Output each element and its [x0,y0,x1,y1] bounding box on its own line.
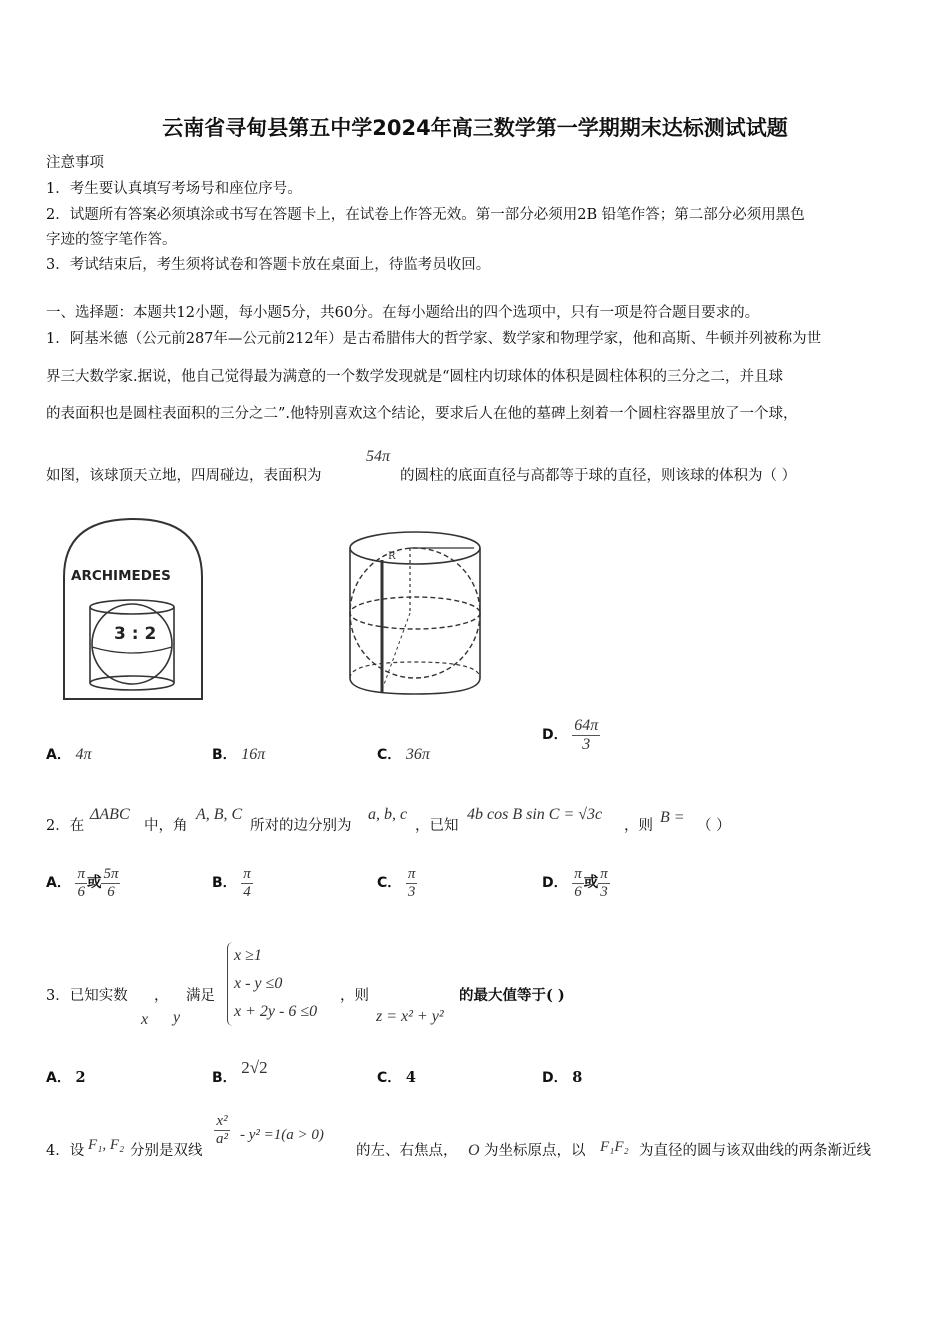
q1-option-b-value: 16π [241,746,266,763]
q2-text-1: 2．在 [46,818,85,834]
radius-label: R [388,551,396,562]
q4-hyperbola-fraction [214,1113,230,1147]
q1-option-c-value: 36π [405,746,430,763]
q3-option-c-value: 4 [405,1069,416,1086]
q1-option-b[interactable] [212,744,265,764]
q2-option-b-den: 4 [243,883,251,900]
q2-option-a-num-1: π [77,866,85,882]
q3-option-b-value: 2√2 [241,1058,268,1077]
notice-heading: 注意事项 [46,155,104,171]
q3-text-3: 满足 [186,988,215,1004]
q4-hyperbola-num: x² [214,1113,230,1131]
q2-option-d-num-2: π [600,866,608,882]
q1-option-a[interactable] [46,744,91,764]
q3-objective: z = x² + y² [376,1008,444,1025]
q3-constraints [227,942,317,1026]
q1-option-d[interactable] [542,717,600,753]
q1-area: 54π [366,448,391,465]
q1-line-4b: 的圆柱的底面直径与高都等于球的直径，则该球的体积为（ ） [400,468,797,484]
q4-text-5: 为直径的圆与该双曲线的两条渐近线 [639,1143,871,1159]
tombstone-figure [58,515,208,705]
notice-item-3: 3．考试结束后，考生须将试卷和答题卡放在桌面上，待监考员收回。 [46,257,491,273]
q2-option-c-den: 3 [407,883,416,900]
q2-option-c-num: π [407,866,416,882]
q3-option-d-label: D． [542,1070,568,1086]
q2-option-a[interactable] [46,866,120,900]
q1-option-b-label: B． [212,747,237,763]
section-heading: 一、选择题：本题共12小题，每小题5分，共60分。在每小题给出的四个选项中，只有一项是符合题目要求的。 [46,305,760,321]
q3-var-x: x [141,1011,149,1028]
q2-triangle: ΔABC [90,806,130,823]
q1-option-d-denominator: 3 [582,735,591,753]
q3-option-c-label: C． [377,1070,402,1086]
notice-item-1: 1．考生要认真填写考场号和座位序号。 [46,181,302,197]
q2-text-3: 所对的边分别为 [250,818,352,834]
q2-option-d-num-1: π [574,866,582,882]
q3-constraint-2: x - y ≤0 [234,975,283,992]
q3-option-c[interactable] [377,1067,416,1087]
q2-option-d-den-2: 3 [600,883,608,900]
tomb-inscription: ARCHIMEDES [71,568,171,584]
q1-option-a-value: 4π [75,746,92,763]
notice-item-2b: 字迹的签字笔作答。 [46,232,177,248]
q4-hyperbola-rest: - y² =1(a > 0) [240,1127,324,1143]
page-title: 云南省寻甸县第五中学2024年高三数学第一学期期末达标测试试题 [162,116,788,140]
q3-text-5: 的最大值等于( ) [459,987,565,1004]
q1-line-2: 界三大数学家.据说，他自己觉得最为满意的一个数学发现就是“圆柱内切球体的体积是圆柱体积的三分之二，并且球 [46,369,784,385]
q4-origin: O [468,1142,480,1159]
q2-option-d[interactable] [542,866,610,900]
q3-constraint-3: x + 2y - 6 ≤0 [234,1003,318,1020]
q4-text-1: 4．设 [46,1143,85,1159]
q2-option-b-label: B． [212,875,237,891]
q1-option-d-numerator: 64π [574,717,599,734]
q2-option-a-den-2: 6 [107,883,115,900]
q3-text-2: ， [154,988,169,1004]
q1-option-d-label: D． [542,727,568,744]
q3-constraint-1: x ≥1 [234,947,262,964]
q3-option-b-label: B． [212,1070,237,1086]
q2-option-d-or: 或 [583,874,599,891]
q2-option-a-or: 或 [86,874,102,891]
q1-line-3: 的表面积也是圆柱表面积的三分之二”.他特别喜欢这个结论，要求后人在他的墓碑上刻着一个圆柱容器里放了一个球， [46,406,798,422]
q3-option-d-value: 8 [572,1069,583,1086]
q1-option-c-label: C． [377,747,402,763]
q4-text-2: 分别是双线 [130,1143,203,1159]
q2-option-d-den-1: 6 [574,883,582,900]
q1-option-a-label: A． [46,747,71,763]
q2-text-5: ，则 [624,818,653,834]
q3-option-a-value: 2 [75,1069,86,1086]
q2-sides: a, b, c [368,806,408,823]
notice-item-2a: 2．试题所有答案必须填涂或书写在答题卡上，在试卷上作答无效。第一部分必须用2B 铅笔作答；第二部分必须用黑色 [46,207,805,223]
q2-text-2: 中，角 [144,818,188,834]
q3-var-y: y [173,1009,181,1026]
q1-option-c[interactable] [377,744,430,764]
cylinder-sphere-figure [340,520,490,710]
q2-option-b-num: π [243,866,251,882]
q4-hyperbola-den: a² [216,1130,228,1147]
q2-option-d-label: D． [542,875,568,891]
q2-angles: A, B, C [196,806,243,823]
q4-f1f2: F₁F₂ [600,1139,629,1155]
q2-option-a-label: A． [46,875,71,891]
q2-option-c-label: C． [377,875,402,891]
q2-option-c[interactable] [377,866,417,900]
q3-text-4: ，则 [340,988,369,1004]
q2-text-6: （ ） [697,818,731,834]
q2-text-4: ，已知 [415,818,459,834]
q4-text-4: 为坐标原点，以 [484,1143,586,1159]
q1-line-1: 1．阿基米德（公元前287年—公元前212年）是古希腊伟大的哲学家、数学家和物理学家，他和高斯、牛顿并列被称为世 [46,331,822,347]
q2-option-a-den-1: 6 [77,883,85,900]
q3-option-d[interactable] [542,1067,582,1087]
q3-option-a[interactable] [46,1067,86,1087]
q2-equation: 4b cos B sin C = √3c [467,806,603,823]
q3-option-a-label: A． [46,1070,71,1086]
q2-option-b[interactable] [212,866,253,900]
q4-text-3: 的左、右焦点， [356,1143,458,1159]
q2-target: B = [660,809,685,826]
tomb-ratio: 3 : 2 [114,624,157,644]
q2-option-a-num-2: 5π [103,866,119,882]
q3-option-b[interactable] [212,1058,268,1086]
q1-line-4a: 如图，该球顶天立地，四周碰边，表面积为 [46,468,322,484]
q4-foci: F₁, F₂ [88,1137,125,1153]
q3-text-1: 3．已知实数 [46,988,128,1004]
